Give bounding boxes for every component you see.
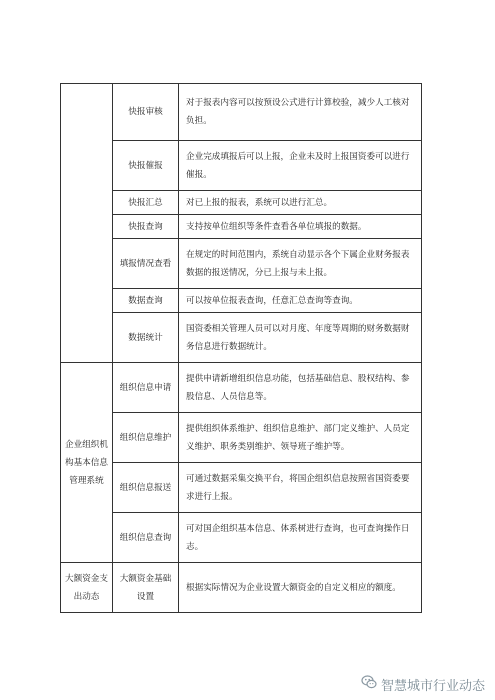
desc-cell: 提供申请新增组织信息功能，包括基础信息、股权结构、参股信息、人员信息等。	[179, 363, 422, 413]
item-cell: 组织信息申请	[113, 363, 179, 413]
item-cell: 大额资金基础设置	[113, 563, 179, 613]
group-label: 企业组织机构基本信息管理系统	[61, 363, 113, 563]
table-row	[61, 513, 422, 563]
table-row	[61, 313, 422, 363]
group-cell-empty	[61, 84, 113, 363]
item-cell: 快报汇总	[113, 191, 179, 215]
item-cell: 组织信息报送	[113, 463, 179, 513]
item-cell: 数据统计	[113, 313, 179, 363]
item-cell: 快报催报	[113, 141, 179, 191]
table-row	[61, 215, 422, 239]
item-cell: 快报查询	[113, 215, 179, 239]
item-cell: 填报情况查看	[113, 239, 179, 289]
desc-cell: 提供组织体系维护、组织信息维护、部门定义维护、人员定义维护、职务类别维护、领导班子维护等。	[179, 413, 422, 463]
table-row	[61, 563, 422, 613]
item-cell: 组织信息维护	[113, 413, 179, 463]
document-page	[60, 83, 422, 613]
table-row	[61, 84, 422, 141]
desc-cell: 可对国企组织基本信息、体系树进行查询，也可查询操作日志。	[179, 513, 422, 563]
desc-cell: 可通过数据采集交换平台，将国企组织信息按照省国资委要求进行上报。	[179, 463, 422, 513]
feature-table	[60, 83, 422, 613]
desc-cell: 对已上报的报表，系统可以进行汇总。	[179, 191, 422, 215]
desc-cell: 企业完成填报后可以上报，企业未及时上报国资委可以进行催报。	[179, 141, 422, 191]
item-cell: 组织信息查询	[113, 513, 179, 563]
desc-cell: 支持按单位组织等条件查看各单位填报的数据。	[179, 215, 422, 239]
table-row	[61, 239, 422, 289]
table-row	[61, 463, 422, 513]
table-row	[61, 289, 422, 313]
table-row	[61, 141, 422, 191]
desc-cell: 国资委相关管理人员可以对月度、年度等周期的财务数据财务信息进行数据统计。	[179, 313, 422, 363]
wechat-icon	[361, 674, 377, 694]
desc-cell: 在规定的时间范围内，系统自动显示各个下属企业财务报表数据的报送情况，分已上报与未上报。	[179, 239, 422, 289]
item-cell: 快报审核	[113, 84, 179, 141]
footer-text: 智慧城市行业动态	[380, 678, 485, 694]
desc-cell: 根据实际情况为企业设置大额资金的自定义相应的额度。	[179, 563, 422, 613]
table-row	[61, 413, 422, 463]
footer-watermark	[361, 674, 485, 694]
table-row	[61, 191, 422, 215]
desc-cell: 对于报表内容可以按预设公式进行计算校验，减少人工核对负担。	[179, 84, 422, 141]
desc-cell: 可以按单位报表查询，任意汇总查询等查询。	[179, 289, 422, 313]
item-cell: 数据查询	[113, 289, 179, 313]
table-row	[61, 363, 422, 413]
group-label: 大额资金支出动态	[61, 563, 113, 613]
